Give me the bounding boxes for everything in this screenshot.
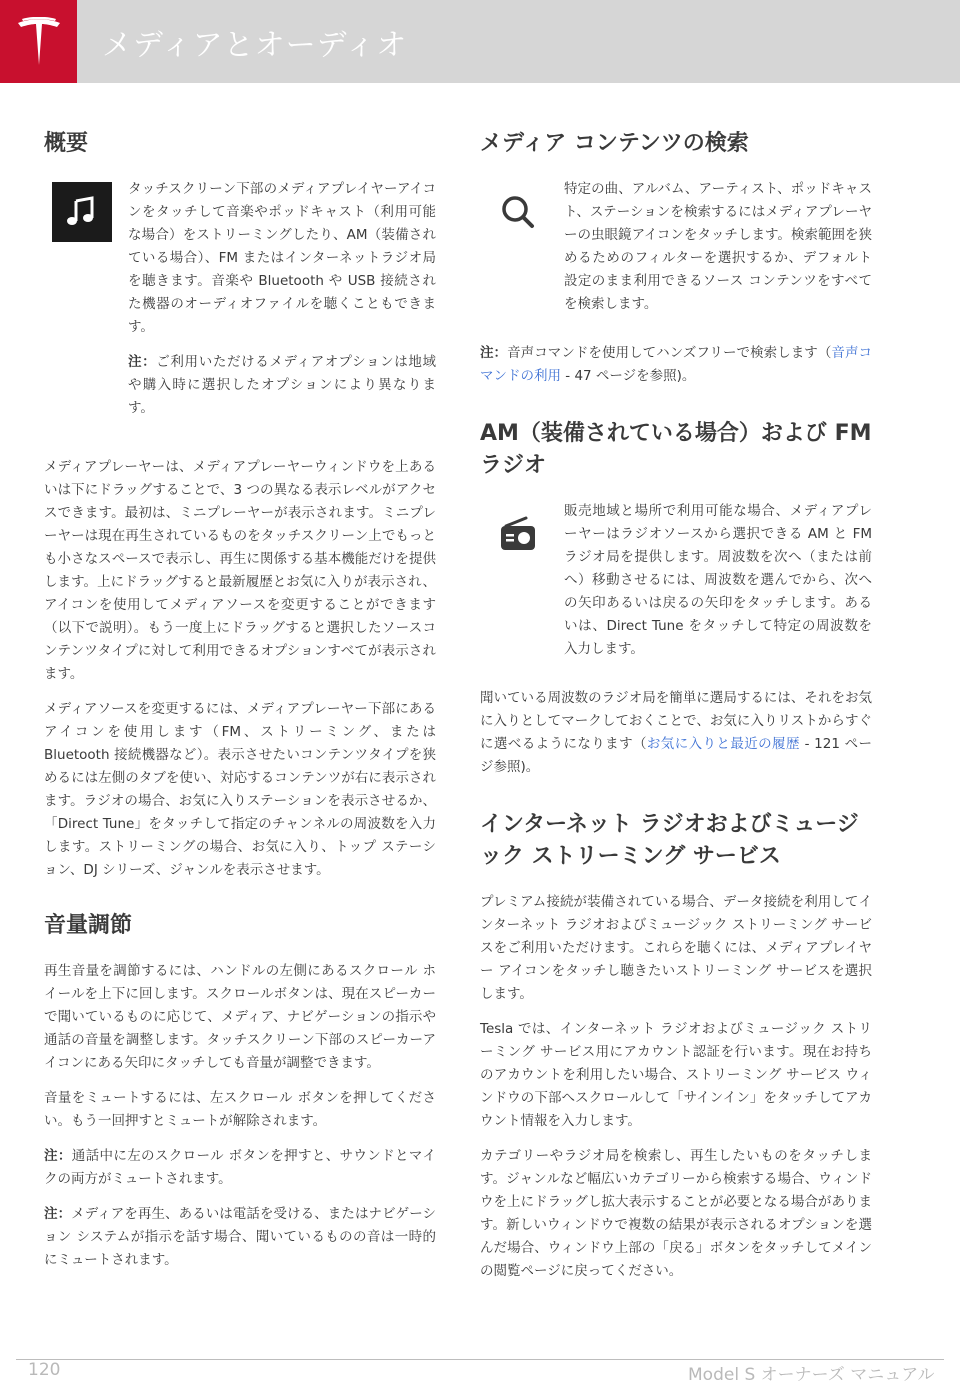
search-section xyxy=(480,128,872,388)
streaming-paragraph-1: プレミアム接続が装備されている場合、データ接続を利用してインターネット ラジオおよびミュージック ストリーミング サービスをご利用いただけます。これらを聴くには、メディアプレイヤー アイコンをタッチし聴きたいストリーミング サービスを選択します。 xyxy=(480,894,872,1002)
note-text: ご利用いただけるメディアオプションは地域や購入時に選択したオプションにより異なります。 xyxy=(128,354,436,416)
volume-heading: 音量調節 xyxy=(44,913,133,938)
right-column xyxy=(480,128,872,1307)
page-number: 120 xyxy=(28,1360,61,1380)
note-label: 注： xyxy=(44,1206,72,1222)
volume-paragraph-2: 音量をミュートするには、左スクロール ボタンを押してください。もう一回押すとミュートが解除されます。 xyxy=(44,1090,436,1129)
search-text: 特定の曲、アルバム、アーティスト、ポッドキャスト、ステーションを検索するにはメディアプレーヤーの虫眼鏡アイコンをタッチします。検索範囲を狭めるためのフィルターを選択するか、デフォルト設定のまま利用できるソース コンテンツをすべてを検索します。 xyxy=(564,181,872,312)
voice-command-link[interactable]: 音声コマンドの利用 xyxy=(480,345,873,384)
am-fm-section xyxy=(480,418,872,779)
text-before: 聞いている周波数のラジオ局を簡単に選局するには、それをお気に入りとしてマークしておくことで、お気に入りリストからすぐに選べるようになります（ xyxy=(480,690,872,752)
page-title: メディアとオーディオ xyxy=(102,28,408,63)
text-after: - 121 ページ参照)。 xyxy=(480,736,873,775)
overview-icon-block xyxy=(44,178,436,432)
magnifier-icon xyxy=(488,182,548,242)
note-label: 注： xyxy=(128,354,157,370)
overview-text-block xyxy=(128,178,436,432)
overview-text: タッチスクリーン下部のメディアプレイヤーアイコンをタッチして音楽やポッドキャスト（利用可能な場合）をストリーミングしたり、AM（装備されている場合）、FM またはインターネットラジオ局を聴きます。音楽や Bluetooth や USB 接続された機器のオーディオファイルを聴くこともできます。 xyxy=(128,181,436,335)
search-text-block xyxy=(564,178,872,328)
media-source-paragraph: メディアソースを変更するには、メディアプレーヤー下部にあるアイコンを使用します（FM、ストリーミング、または Bluetooth 接続機器など）。表示させたいコンテンツタイプを狭めるには左側のタブを使い、対応するコンテンツが右に表示されます。ラジオの場合、お気に入りステーションを表示させるか、「Direct Tune」をタッチして指定のチャンネルの周波数を入力します。ストリーミングの場合、お気に入り、トップ ステーション、DJ シリーズ、ジャンルを表示させます。 xyxy=(44,701,436,878)
streaming-paragraph-2: Tesla では、インターネット ラジオおよびミュージック ストリーミング サービス用にアカウント認証を行います。現在お持ちのアカウントを利用したい場合、ストリーミング サービス ウィンドウの下部へスクロールして「サインイン」をタッチしてアカウント情報を入力します。 xyxy=(480,1021,872,1129)
manual-title: Model S オーナーズ マニュアル xyxy=(688,1365,935,1385)
note-text: メディアを再生、あるいは電話を受ける、またはナビゲーション システムが指示を話す場合、聞いているものの音は一時的にミュートされます。 xyxy=(44,1206,437,1268)
favorites-link[interactable]: お気に入りと最近の履歴 xyxy=(646,736,800,752)
left-column xyxy=(44,128,436,1296)
streaming-section xyxy=(480,809,872,1283)
streaming-heading: インターネット ラジオおよびミュージック ストリーミング サービス xyxy=(480,812,859,869)
volume-paragraph-1: 再生音量を調節するには、ハンドルの左側にあるスクロール ホイールを上下に回します。スクロールボタンは、現在スピーカーで聞いているものに応じて、メディア、ナビゲーションの指示や通話の音量を調整します。タッチスクリーン下部のスピーカーアイコンにある矢印にタッチしても音量が調整できます。 xyxy=(44,963,436,1071)
radio-icon xyxy=(488,504,548,564)
tesla-logo xyxy=(0,0,77,83)
music-note-icon xyxy=(52,182,112,242)
overview-section xyxy=(44,128,436,432)
overview-note xyxy=(128,351,436,420)
radio-text-block xyxy=(564,500,872,673)
note-text: 通話中に左のスクロール ボタンを押すと、サウンドとマイクの両方がミュートされます。 xyxy=(44,1148,436,1187)
note-text-before: 音声コマンドを使用してハンズフリーで検索します（ xyxy=(507,345,832,361)
search-note xyxy=(480,342,872,388)
note-label: 注： xyxy=(44,1148,72,1164)
volume-section xyxy=(44,910,436,1272)
search-heading: メディア コンテンツの検索 xyxy=(480,131,749,156)
streaming-paragraph-3: カテゴリーやラジオ局を検索し、再生したいものをタッチします。ジャンルなど幅広いカテゴリーから検索する場合、ウィンドウを上にドラッグし拡大表示することが必要となる場合があります。新しいウィンドウで複数の結果が表示されるオプションを選んだ場合、ウィンドウ上部の「戻る」ボタンをタッチしてメインの閲覧ページに戻ってください。 xyxy=(480,1148,872,1279)
search-icon-block xyxy=(480,178,872,328)
volume-note-1 xyxy=(44,1145,436,1191)
media-player-paragraph: メディアプレーヤーは、メディアプレーヤーウィンドウを上あるいは下にドラッグすることで、3 つの異なる表示レベルがアクセスできます。最初は、ミニプレーヤーが表示されます。ミニプレーヤーは現在再生されているものをタッチスクリーン上でもっとも小さなスペースで表示し、再生に関係する基本機能だけを提供します。上にドラッグすると最新履歴とお気に入りが表示され、アイコンを使用してメディアソースを変更することができます（以下で説明）。もう一度上にドラッグすると選択したソースコンテンツタイプに対して利用できるオプションすべてが表示されます。 xyxy=(44,459,436,682)
radio-icon-block xyxy=(480,500,872,673)
page-header xyxy=(0,0,960,83)
volume-note-2 xyxy=(44,1203,436,1272)
note-text-after: - 47 ページを参照)。 xyxy=(561,368,696,384)
radio-text: 販売地域と場所で利用可能な場合、メディアプレーヤーはラジオソースから選択できる AM と FM ラジオ局を提供します。周波数を次へ（または前へ）移動させるには、周波数を選んでから、次への矢印あるいは戻るの矢印をタッチします。あるいは、Direct Tune をタッチして特定の周波数を入力します。 xyxy=(564,503,872,657)
am-fm-heading: AM（装備されている場合）および FM ラジオ xyxy=(480,421,872,478)
tesla-logo-icon xyxy=(16,17,62,67)
favorites-paragraph xyxy=(480,687,872,779)
overview-heading: 概要 xyxy=(44,131,89,156)
note-label: 注： xyxy=(480,345,508,361)
